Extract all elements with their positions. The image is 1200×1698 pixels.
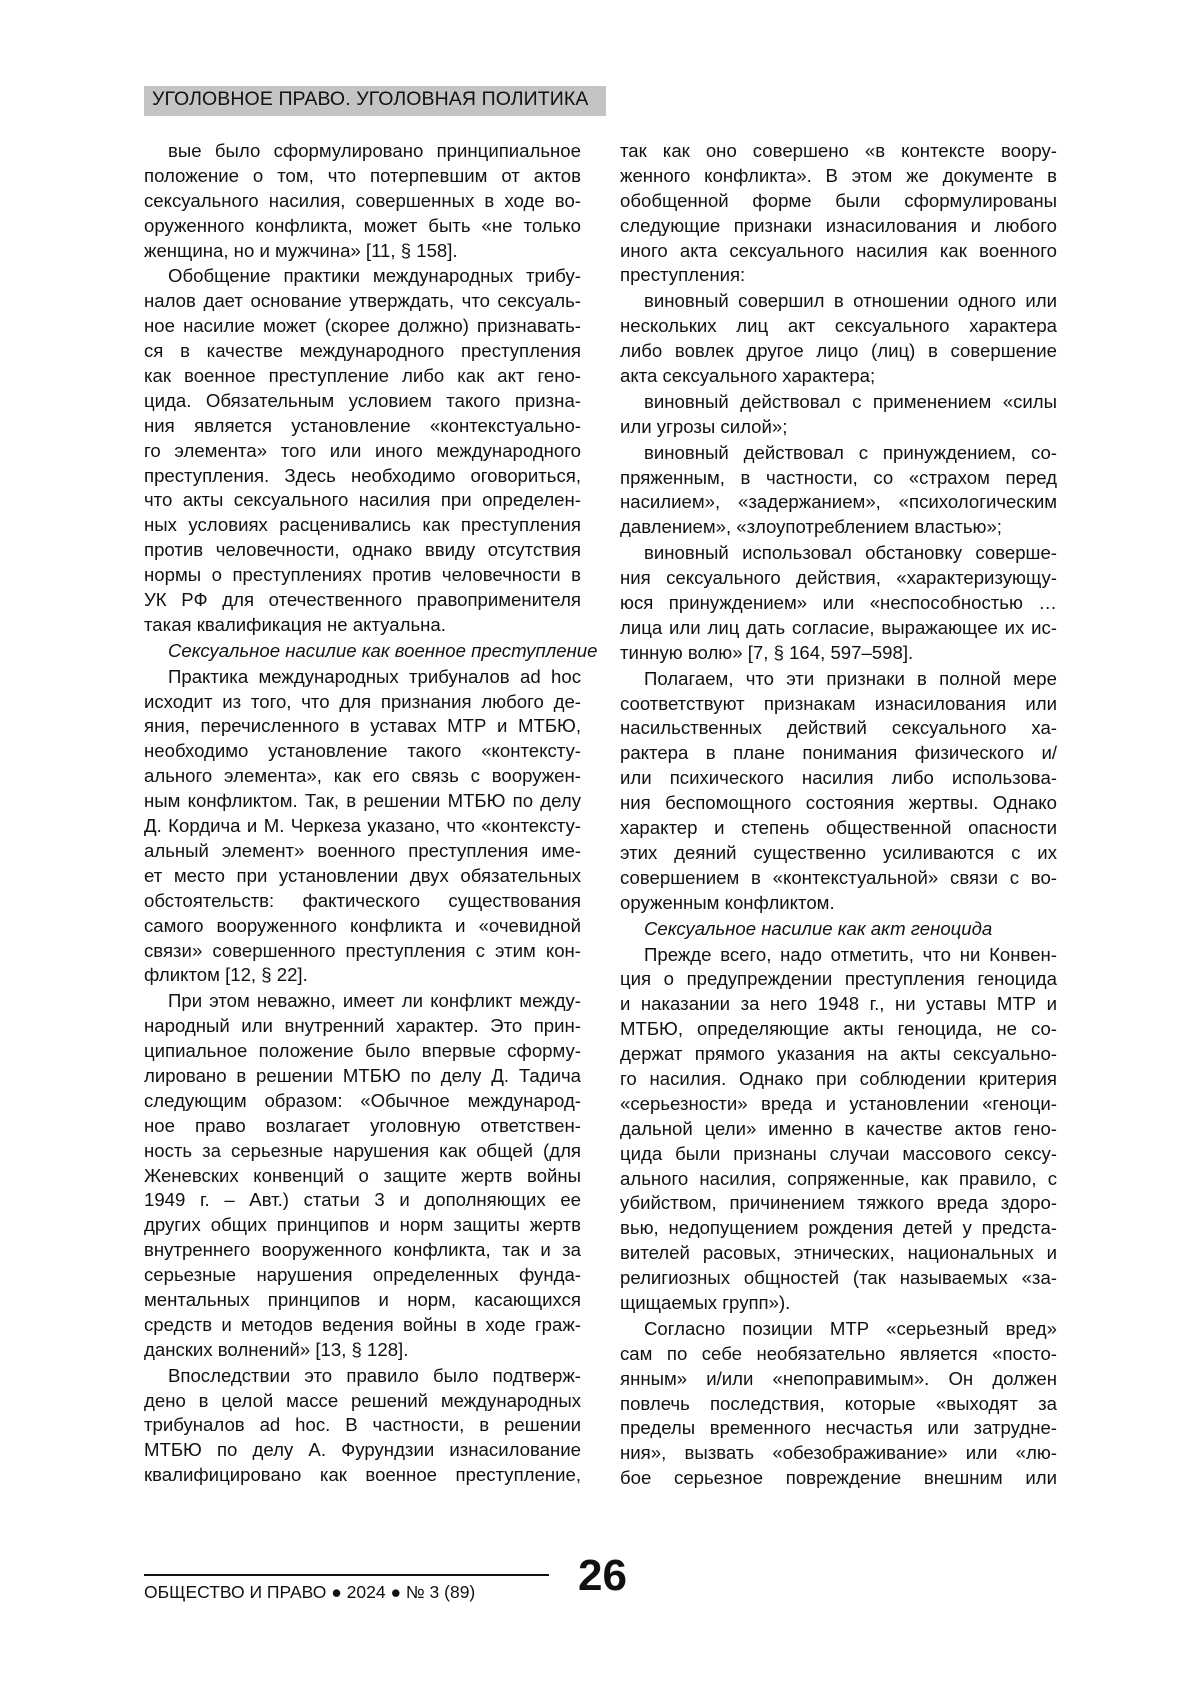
text-line: фликтом [12, § 22]. xyxy=(144,964,308,986)
page-number: 26 xyxy=(578,1551,627,1600)
paragraph xyxy=(144,989,581,1362)
right-column xyxy=(620,139,1057,1492)
text-line: или угрозы силой»; xyxy=(620,415,788,437)
text-line: ное право возлагает уголовную ответствен- xyxy=(144,1114,581,1136)
text-line: против человечности, однако ввиду отсутствия xyxy=(144,539,581,561)
text-line: виновный совершил в отношении одного или xyxy=(644,290,1057,312)
text-line: ность за серьезные нарушения как общей (для xyxy=(144,1139,581,1161)
text-line: данских волнений» [13, § 128]. xyxy=(144,1338,409,1360)
text-line: насилием», «задержанием», «психологическим xyxy=(620,491,1057,513)
text-line: Прежде всего, надо отметить, что ни Конвен- xyxy=(644,943,1057,965)
text-line: ное насилие может (скорее должно) признавать- xyxy=(144,315,581,337)
text-line: юся принуждением» или «неспособностью … xyxy=(620,592,1057,614)
paragraph xyxy=(620,139,1057,288)
text-line: либо вовлек другое лицо (лиц) в совершение xyxy=(620,340,1057,362)
text-line: насильственных действий сексуального ха- xyxy=(620,717,1057,739)
text-line: или психического насилия либо использова- xyxy=(620,767,1057,789)
text-line: вителей расовых, этнических, национальных и xyxy=(620,1242,1057,1264)
text-line: Согласно позиции МТР «серьезный вред» xyxy=(644,1317,1057,1339)
journal-info: ОБЩЕСТВО И ПРАВО ● 2024 ● № 3 (89) xyxy=(144,1582,476,1602)
text-line: цида были признаны случаи массового сексу- xyxy=(620,1142,1057,1164)
text-line: соответствуют признакам изнасилования или xyxy=(620,692,1057,714)
text-line: ся в качестве международного преступления xyxy=(144,340,581,362)
text-line: дено в целой массе решений международных xyxy=(144,1389,581,1411)
text-line: ния беспомощного состояния жертвы. Однако xyxy=(620,792,1057,814)
text-line: тинную волю» [7, § 164, 597–598]. xyxy=(620,641,914,663)
paragraph xyxy=(144,665,581,989)
text-line: МТБЮ, определяющие акты геноцида, не со- xyxy=(620,1018,1057,1040)
text-line: самого вооруженного конфликта и «очевидной xyxy=(144,914,581,936)
text-line: вью, недопущением рождения детей у предста- xyxy=(620,1217,1057,1239)
text-line: ных условиях расценивались как преступления xyxy=(144,514,581,536)
text-line: характер и степень общественной опасности xyxy=(620,817,1057,839)
text-line: следующие признаки изнасилования и любого xyxy=(620,214,1057,236)
text-line: совершением в «контекстуальной» связи с во- xyxy=(620,866,1057,888)
text-line: религиозных общностей (так называемых «за- xyxy=(620,1267,1057,1289)
text-line: держат прямого указания на акты сексуально- xyxy=(620,1043,1057,1065)
text-line: Практика международных трибуналов ad hoc xyxy=(168,665,581,687)
section-title: УГОЛОВНОЕ ПРАВО. УГОЛОВНАЯ ПОЛИТИКА xyxy=(152,88,589,110)
text-line: исходит из того, что для признания любого де- xyxy=(144,690,581,712)
text-line: обстоятельств: фактического существования xyxy=(144,889,581,911)
paragraph xyxy=(620,441,1057,541)
text-line: пределы временного несчастья или затрудне- xyxy=(620,1417,1057,1439)
text-line: ментальных принципов и норм, касающихся xyxy=(144,1288,581,1310)
text-line: женного конфликта». В этом же документе в xyxy=(620,164,1057,186)
paragraph xyxy=(620,390,1057,440)
paragraph xyxy=(620,1317,1057,1491)
section-header xyxy=(144,86,606,116)
text-line: квалифицировано как военное преступление, xyxy=(144,1464,581,1486)
text-line: бое серьезное повреждение внешним или xyxy=(620,1467,1057,1489)
text-line: Обобщение практики международных трибу- xyxy=(168,265,581,287)
text-line: повлечь последствия, которые «выходят за xyxy=(620,1392,1057,1414)
text-line: янным» и/или «непоправимым». Он должен xyxy=(620,1367,1057,1389)
text-line: го элемента» того или иного международного xyxy=(144,439,581,461)
text-line: МТБЮ по делу А. Фурундзии изнасилование xyxy=(144,1439,581,1461)
text-line: виновный действовал с принуждением, со- xyxy=(644,441,1057,463)
text-line: УК РФ для отечественного правоприменителя xyxy=(144,589,581,611)
text-line: ального элемента», как его связь с вооружен- xyxy=(144,765,581,787)
text-line: виновный действовал с применением «силы xyxy=(644,390,1057,412)
text-line: 1949 г. – Авт.) статьи 3 и дополняющих ее xyxy=(144,1189,581,1211)
text-line: пряженным, в частности, со «страхом перед xyxy=(620,466,1057,488)
text-line: следующим образом: «Обычное международ- xyxy=(144,1089,581,1111)
text-line: лица или лиц дать согласие, выражающее их ис- xyxy=(620,616,1057,638)
subheading-text: Сексуальное насилие как военное преступление xyxy=(168,639,598,661)
text-line: внутреннего вооруженного конфликта, так и за xyxy=(144,1239,581,1261)
text-line: убийством, причинением тяжкого вреда здоро- xyxy=(620,1192,1057,1214)
text-line: нормы о преступлениях против человечности в xyxy=(144,564,581,586)
text-line: При этом неважно, имеет ли конфликт между- xyxy=(168,990,581,1012)
subheading-text: Сексуальное насилие как акт геноцида xyxy=(644,917,993,939)
text-line: преступления. Здесь необходимо оговориться, xyxy=(144,464,581,486)
text-line: акта сексуального характера; xyxy=(620,365,876,387)
text-line: преступления: xyxy=(620,264,746,286)
text-line: ет место при установлении двух обязательных xyxy=(144,864,581,886)
text-line: «серьезности» вреда и установлении «геноци- xyxy=(620,1092,1057,1114)
text-line: ния является установление «контекстуально- xyxy=(144,414,581,436)
text-line: положение о том, что потерпевшим от актов xyxy=(144,164,581,186)
section-subheading xyxy=(144,639,598,664)
text-line: серьезные нарушения определенных фунда- xyxy=(144,1264,581,1286)
text-line: ным конфликтом. Так, в решении МТБЮ по делу xyxy=(144,790,581,812)
text-line: связи» совершенного преступления с этим кон- xyxy=(144,939,581,961)
text-line: рактера в плане понимания физического и/ xyxy=(620,742,1057,764)
text-line: лировано в решении МТБЮ по делу Д. Тадича xyxy=(144,1064,581,1086)
text-line: Женевских конвенций о защите жертв войны xyxy=(144,1164,581,1186)
text-line: сам по себе необязательно является «посто- xyxy=(620,1342,1057,1364)
text-line: нескольких лиц акт сексуального характера xyxy=(620,315,1057,337)
text-line: сексуального насилия, совершенных в ходе во- xyxy=(144,189,581,211)
paragraph xyxy=(144,1364,581,1488)
text-line: ния сексуального действия, «характеризующу- xyxy=(620,567,1057,589)
text-line: средств и методов ведения войны в ходе граж- xyxy=(144,1313,581,1335)
text-line: этих деяний существенно усиливаются с их xyxy=(620,841,1057,863)
text-line: трибуналов ad hoc. В частности, в решении xyxy=(144,1414,581,1436)
text-line: налов дает основание утверждать, что сексуаль- xyxy=(144,290,581,312)
text-line: женщина, но и мужчина» [11, § 158]. xyxy=(144,239,458,261)
paragraph xyxy=(144,264,581,637)
paragraph xyxy=(620,541,1057,665)
paragraph xyxy=(144,139,581,263)
text-line: дальной цели» именно в качестве актов гено- xyxy=(620,1117,1057,1139)
text-line: альный элемент» военного преступления име- xyxy=(144,839,581,861)
text-line: народный или внутренний характер. Это прин- xyxy=(144,1015,581,1037)
text-line: ального насилия, сопряженные, как правило, с xyxy=(620,1167,1057,1189)
text-line: оруженного конфликта, может быть «не только xyxy=(144,214,581,236)
text-line: го насилия. Однако при соблюдении критерия xyxy=(620,1067,1057,1089)
text-line: виновный использовал обстановку соверше- xyxy=(644,542,1057,564)
text-line: ция о предупреждении преступления геноцида xyxy=(620,968,1057,990)
footer-rule xyxy=(144,1574,549,1576)
text-line: так как оно совершено «в контексте воору- xyxy=(620,140,1057,161)
text-line: цида. Обязательным условием такого призна- xyxy=(144,389,581,411)
text-line: Полагаем, что эти признаки в полной мере xyxy=(644,667,1057,689)
text-line: щищаемых групп»). xyxy=(620,1291,791,1313)
text-line: яния, перечисленного в уставах МТР и МТБЮ, xyxy=(144,715,581,737)
text-line: других общих принципов и норм защиты жертв xyxy=(144,1214,581,1236)
text-line: иного акта сексуального насилия как военного xyxy=(620,239,1057,261)
text-line: ния», вызвать «обезображивание» или «лю- xyxy=(620,1442,1057,1464)
text-line: обобщенной форме были сформулированы xyxy=(620,189,1057,211)
paragraph xyxy=(620,943,1057,1316)
left-column xyxy=(144,139,598,1489)
text-line: давлением», «злоупотреблением властью»; xyxy=(620,516,1002,538)
paragraph xyxy=(620,289,1057,389)
text-line: как военное преступление либо как акт гено- xyxy=(144,365,581,387)
text-line: оруженным конфликтом. xyxy=(620,891,835,913)
text-line: Д. Кордича и М. Черкеза указано, что «контексту- xyxy=(144,815,581,837)
text-line: вые было сформулировано принципиальное xyxy=(168,140,581,161)
text-line: ципиальное положение было впервые сформу- xyxy=(144,1040,581,1062)
text-line: Впоследствии это правило было подтверж- xyxy=(168,1364,581,1386)
paragraph xyxy=(620,667,1057,916)
text-line: и наказании за него 1948 г., ни уставы МТР и xyxy=(620,993,1057,1015)
text-line: необходимо установление такого «контексту- xyxy=(144,740,581,762)
section-subheading xyxy=(620,917,1057,942)
text-line: такая квалификация не актуальна. xyxy=(144,613,446,635)
text-line: что акты сексуального насилия при определен- xyxy=(144,489,581,511)
